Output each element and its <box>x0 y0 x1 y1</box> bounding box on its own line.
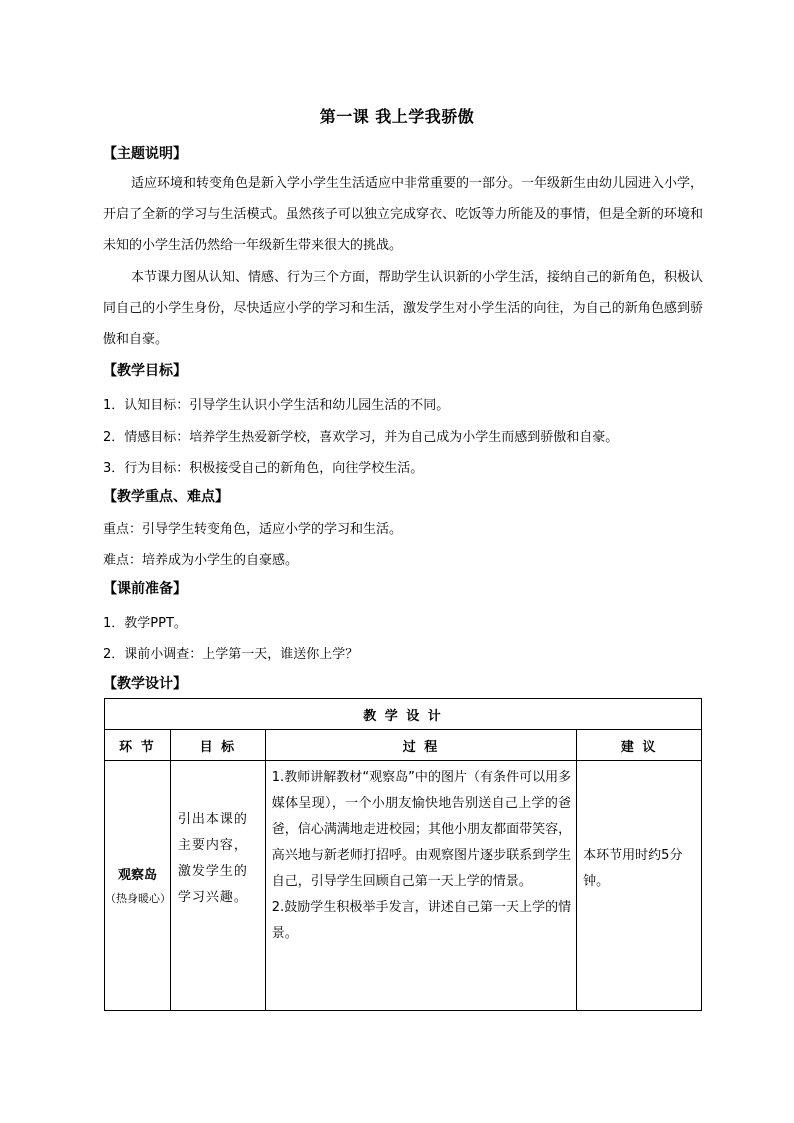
table-row <box>105 761 702 1011</box>
theme-paragraph-2: 本节课力图从认知、情感、行为三个方面，帮助学生认识新的小学生活，接纳自己的新角色，积极认同自己的小学生身份，尽快适应小学的学习和生活，激发学生对小学生活的向往，为自己的新角色感到骄傲和自豪。 <box>103 270 704 347</box>
key-points-heading: 【教学重点、难点】 <box>103 489 229 505</box>
goals-heading: 【教学目标】 <box>103 363 187 379</box>
column-header-goal: 目 标 <box>170 730 265 761</box>
suggestion-cell: 本环节用时约5分钟。 <box>577 761 702 1011</box>
process-cell <box>265 761 576 1011</box>
design-heading: 【教学设计】 <box>103 676 187 692</box>
goal-cell: 引出本课的主要内容，激发学生的学习兴趣。 <box>170 761 265 1011</box>
preparation-heading: 【课前准备】 <box>103 581 187 597</box>
goal-item-1: 1．认知目标：引导学生认识小学生活和幼儿园生活的不同。 <box>103 398 450 413</box>
process-step-1: 1.教师讲解教材“观察岛”中的图片（有条件可以用多媒体呈现），一个小朋友愉快地告别送自己上学的爸爸，信心满满地走进校园；其他小朋友都面带笑容，高兴地与新老师打招呼。由观察图片逐步联系到学生自己，引导学生回顾自己第一天上学的情景。 <box>271 770 572 889</box>
column-header-suggestion: 建 议 <box>577 730 702 761</box>
stage-name: 观察岛 <box>117 867 157 883</box>
stage-subtitle: （热身暖心） <box>105 891 171 905</box>
teaching-design-table <box>104 698 702 1011</box>
goal-item-2: 2．情感目标：培养学生热爱新学校，喜欢学习，并为自己成为小学生而感到骄傲和自豪。 <box>103 430 619 445</box>
process-step-2: 2.鼓励学生积极举手发言，讲述自己第一天上学的情景。 <box>271 900 572 941</box>
theme-heading: 【主题说明】 <box>103 146 187 162</box>
page-title: 第一课 我上学我骄傲 <box>319 107 475 126</box>
preparation-item-1: 1．教学PPT。 <box>103 616 187 631</box>
column-header-stage: 环 节 <box>105 730 171 761</box>
stage-cell <box>105 761 171 1011</box>
goal-item-3: 3．行为目标：积极接受自己的新角色，向往学校生活。 <box>103 461 424 476</box>
theme-paragraph-1: 适应环境和转变角色是新入学小学生生活适应中非常重要的一部分。一年级新生由幼儿园进入小学，开启了全新的学习与生活模式。虽然孩子可以独立完成穿衣、吃饭等力所能及的事情，但是全新的环境和未知的小学生活仍然给一年级新生带来很大的挑战。 <box>103 176 704 253</box>
table-title: 教 学 设 计 <box>105 699 702 730</box>
preparation-item-2: 2．课前小调查：上学第一天，谁送你上学？ <box>103 647 359 662</box>
difficult-point-item: 难点：培养成为小学生的自豪感。 <box>103 553 299 568</box>
key-point-item: 重点：引导学生转变角色，适应小学的学习和生活。 <box>103 522 403 537</box>
column-header-process: 过 程 <box>265 730 576 761</box>
